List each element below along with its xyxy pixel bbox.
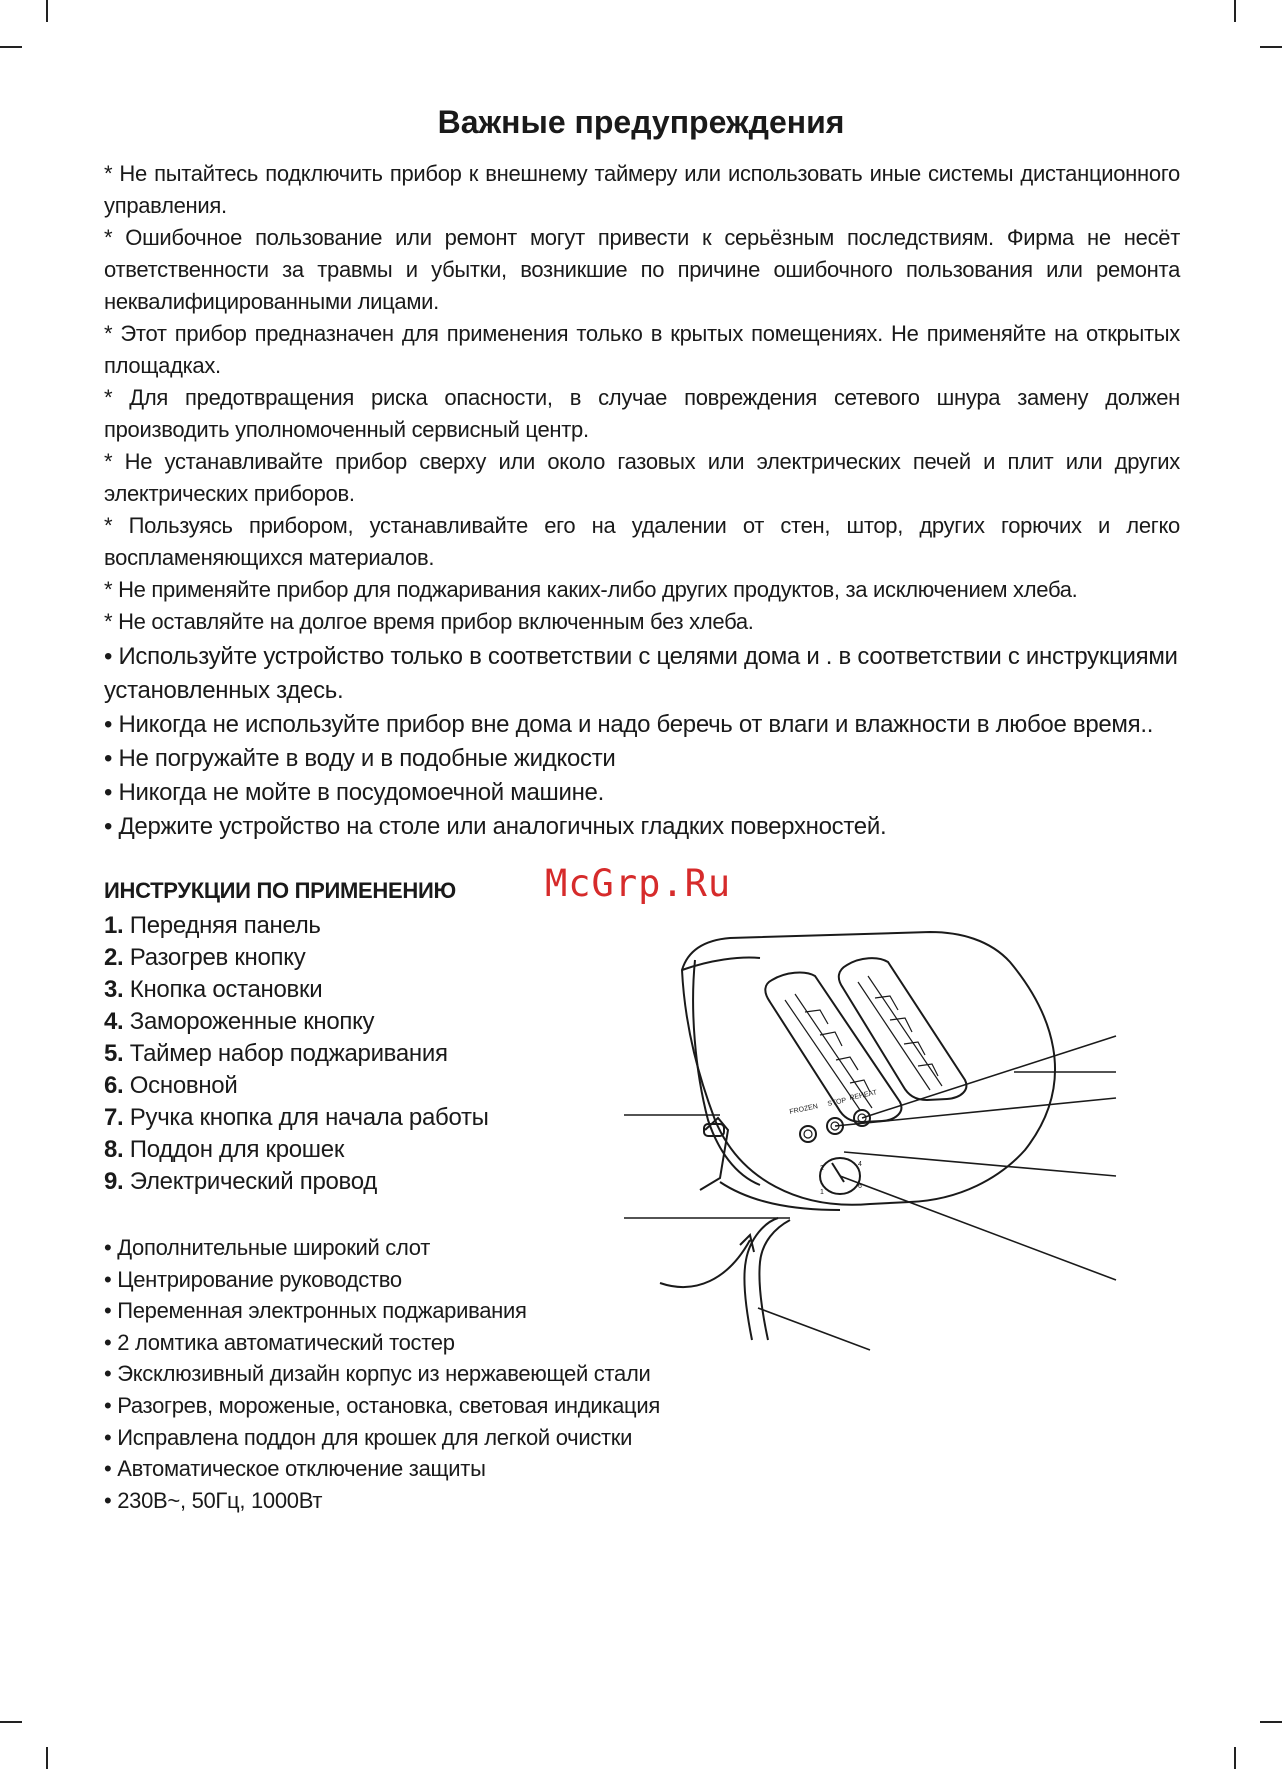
part-label: Электрический провод xyxy=(129,1168,377,1195)
feature-item: • Разогрев, мороженые, остановка, световая индикация xyxy=(104,1392,660,1418)
part-item xyxy=(104,1102,489,1134)
svg-text:2: 2 xyxy=(820,1165,824,1172)
part-item xyxy=(104,1038,489,1070)
part-label: Таймер набор поджаривания xyxy=(129,1040,448,1067)
part-number: 1. xyxy=(104,912,124,939)
warning-item: * Пользуясь прибором, устанавливайте его на удалении от стен, штор, других горючих и легко воспламеняющихся материалов. xyxy=(104,513,1180,570)
lever-arrow xyxy=(660,1240,750,1287)
slot-grills xyxy=(785,976,942,1110)
feature-item: • Исправлена поддон для крошек для легкой очистки xyxy=(104,1424,633,1450)
svg-text:1: 1 xyxy=(820,1189,824,1196)
svg-text:4: 4 xyxy=(858,1161,862,1168)
warning-item: * Этот прибор предназначен для применения только в крытых помещениях. Не применяйте на открытых площадках. xyxy=(104,321,1180,378)
toaster-front-curve xyxy=(693,960,760,1185)
toaster-body-outline xyxy=(682,932,1055,1205)
part-number: 6. xyxy=(104,1072,124,1099)
feature-item: • Переменная электронных поджаривания xyxy=(104,1298,527,1324)
part-item xyxy=(104,1134,489,1166)
svg-text:6: 6 xyxy=(858,1183,862,1190)
warning-item: * Не устанавливайте прибор сверху или около газовых или электрических печей и плит или других электрических приборов. xyxy=(104,449,1180,506)
stop-label: STOP xyxy=(826,1097,847,1108)
warning-item: * Не применяйте прибор для поджаривания каких-либо других продуктов, за исключением хлеба. xyxy=(104,577,1078,602)
crop-mark xyxy=(1260,1721,1282,1723)
part-label: Кнопка остановки xyxy=(129,976,323,1003)
page-title: Важные предупреждения xyxy=(437,104,845,140)
usage-bullets xyxy=(104,640,1180,844)
usage-bullet: • Держите устройство на столе или аналогичных гладких поверхностей. xyxy=(104,813,887,840)
features-list xyxy=(104,1232,660,1516)
crop-mark xyxy=(46,1747,48,1769)
feature-item: • Дополнительные широкий слот xyxy=(104,1235,431,1260)
part-item xyxy=(104,910,489,942)
part-label: Ручка кнопка для начала работы xyxy=(129,1104,489,1131)
part-number: 9. xyxy=(104,1168,124,1195)
part-item xyxy=(104,974,489,1006)
crop-mark xyxy=(1234,1747,1236,1769)
part-label: Передняя панель xyxy=(129,912,321,939)
watermark: McGrp.Ru xyxy=(545,862,732,905)
feature-item: • 2 ломтика автоматический тостер xyxy=(104,1329,455,1355)
part-label: Основной xyxy=(129,1072,238,1099)
toaster-diagram xyxy=(600,920,1120,1420)
part-number: 5. xyxy=(104,1040,124,1067)
feature-item: • Центрирование руководство xyxy=(104,1266,402,1292)
instructions-heading: ИНСТРУКЦИИ ПО ПРИМЕНЕНИЮ xyxy=(104,878,456,903)
crop-mark xyxy=(0,46,22,48)
frozen-label: FROZEN xyxy=(788,1103,819,1116)
parts-list xyxy=(104,910,489,1198)
crop-mark xyxy=(1234,0,1236,22)
part-item xyxy=(104,942,489,974)
part-label: Поддон для крошек xyxy=(129,1136,345,1163)
crop-mark xyxy=(0,1721,22,1723)
feature-item: • Эксклюзивный дизайн корпус из нержавеющей стали xyxy=(104,1361,651,1387)
part-label: Разогрев кнопку xyxy=(129,944,306,971)
usage-bullet: • Никогда не мойте в посудомоечной машине. xyxy=(104,779,604,806)
leader-lines xyxy=(624,1036,1116,1350)
part-number: 7. xyxy=(104,1104,124,1131)
part-item xyxy=(104,1166,489,1198)
crop-mark xyxy=(1260,46,1282,48)
part-number: 4. xyxy=(104,1008,124,1035)
part-item xyxy=(104,1006,489,1038)
part-number: 2. xyxy=(104,944,124,971)
warnings-section xyxy=(104,158,1180,844)
crumb-tray xyxy=(720,1182,840,1210)
part-item xyxy=(104,1070,489,1102)
reheat-label: REHEAT xyxy=(848,1089,878,1102)
warning-item: * Для предотвращения риска опасности, в случае повреждения сетевого шнура замену должен производить уполномоченный сервисный центр. xyxy=(104,385,1180,442)
bread-slot-right xyxy=(839,958,967,1100)
warning-item: * Ошибочное пользование или ремонт могут привести к серьёзным последствиям. Фирма не несёт ответственности за травмы и убытки, возникшие по причине ошибочного пользования или ремонта неквалифицированными лицами. xyxy=(104,225,1180,314)
usage-bullet: • Никогда не используйте прибор вне дома и надо беречь от влаги и влажности в любое время.. xyxy=(104,711,1154,738)
usage-bullet: • Используйте устройство только в соответствии с целями дома и . в соответствии с инструкциями установленных здесь. xyxy=(104,643,1178,704)
crop-mark xyxy=(46,0,48,22)
usage-bullet: • Не погружайте в воду и в подобные жидкости xyxy=(104,745,616,772)
feature-item: • Автоматическое отключение защиты xyxy=(104,1456,486,1482)
frozen-button xyxy=(800,1126,816,1142)
warning-item: * Не оставляйте на долгое время прибор включенным без хлеба. xyxy=(104,609,754,634)
part-number: 3. xyxy=(104,976,124,1003)
warning-item: * Не пытайтесь подключить прибор к внешнему таймеру или использовать иные системы дистанционного управления. xyxy=(104,161,1180,218)
part-number: 8. xyxy=(104,1136,124,1163)
part-label: Замороженные кнопку xyxy=(129,1008,375,1035)
feature-item: • 230В~, 50Гц, 1000Вт xyxy=(104,1487,323,1513)
